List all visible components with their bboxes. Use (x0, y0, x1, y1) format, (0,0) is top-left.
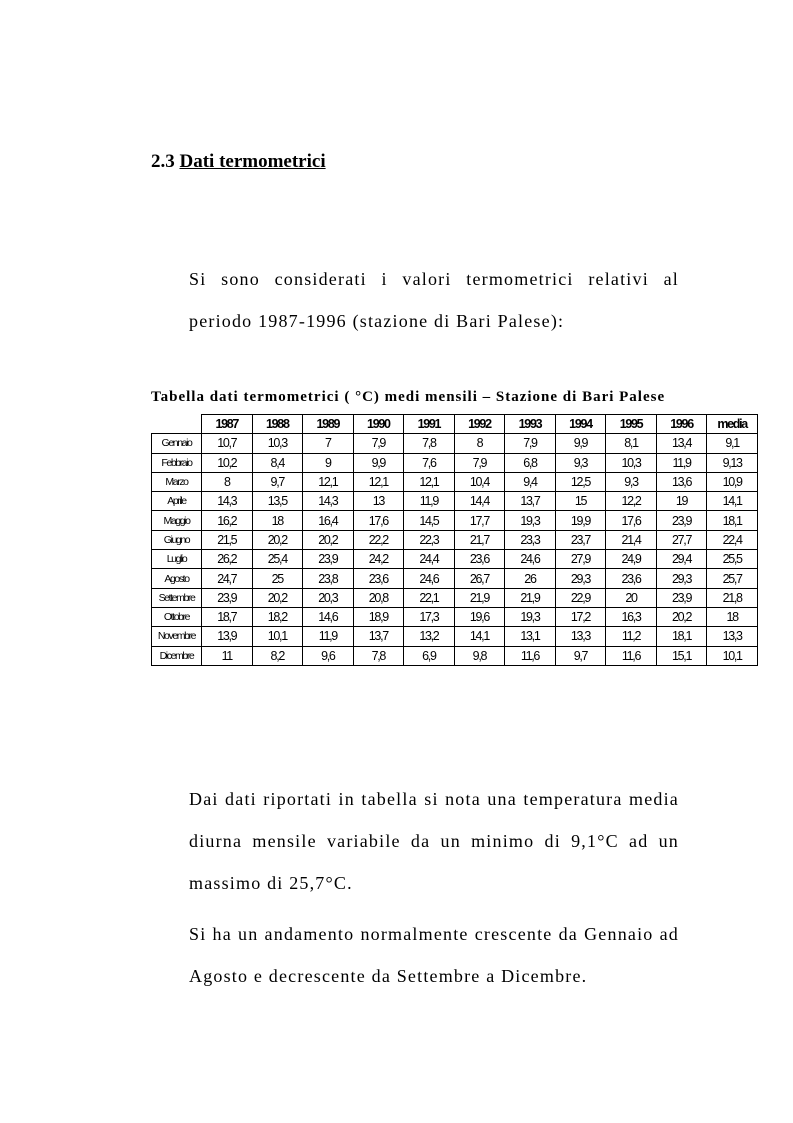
table-cell: 22,1 (404, 588, 455, 607)
row-header-month: Novembre (152, 627, 202, 646)
section-heading (151, 151, 326, 173)
table-cell: 24,9 (606, 550, 657, 569)
table-cell: 17,3 (404, 607, 455, 626)
table-cell: 14,6 (303, 607, 354, 626)
table-cell: 14,3 (303, 492, 354, 511)
table-cell: 23,6 (353, 569, 404, 588)
table-cell: 11 (202, 646, 253, 665)
table-cell: 10,9 (707, 472, 758, 491)
table-cell: 9,13 (707, 453, 758, 472)
table-cell: 19,9 (555, 511, 606, 530)
table-cell: 14,5 (404, 511, 455, 530)
row-header-month: Agosto (152, 569, 202, 588)
table-row (152, 607, 758, 626)
table-cell: 8,1 (606, 434, 657, 453)
section-title: Dati termometrici (179, 151, 326, 172)
table-cell: 9,3 (606, 472, 657, 491)
table-cell: 29,3 (555, 569, 606, 588)
table-row (152, 492, 758, 511)
table-cell: 18,2 (252, 607, 303, 626)
table-cell: 21,8 (707, 588, 758, 607)
table-cell: 17,6 (353, 511, 404, 530)
table-cell: 24,6 (505, 550, 556, 569)
table-row (152, 472, 758, 491)
table-row (152, 627, 758, 646)
table-cell: 25,5 (707, 550, 758, 569)
table-cell: 7 (303, 434, 354, 453)
table-cell: 23,9 (303, 550, 354, 569)
table-cell: 20,2 (303, 530, 354, 549)
row-header-month: Marzo (152, 472, 202, 491)
column-header: 1990 (353, 415, 404, 434)
table-cell: 18,1 (656, 627, 707, 646)
table-row (152, 453, 758, 472)
table-cell: 12,5 (555, 472, 606, 491)
table-cell: 18 (252, 511, 303, 530)
column-header: 1988 (252, 415, 303, 434)
table-cell: 23,3 (505, 530, 556, 549)
table-cell: 20,2 (656, 607, 707, 626)
table-cell: 16,4 (303, 511, 354, 530)
table-cell: 11,9 (303, 627, 354, 646)
table-cell: 16,2 (202, 511, 253, 530)
conclusion-paragraph: Dai dati riportati in tabella si nota una temperatura media diurna mensile variabile da un minimo di 9,1°C ad un massimo di 25,7°C. (189, 789, 679, 893)
table-cell: 9,7 (555, 646, 606, 665)
table-cell: 12,1 (303, 472, 354, 491)
table-cell: 21,9 (505, 588, 556, 607)
table-cell: 9,8 (454, 646, 505, 665)
table-cell: 6,9 (404, 646, 455, 665)
section-number: 2.3 (151, 151, 175, 172)
table-cell: 27,9 (555, 550, 606, 569)
table-row (152, 646, 758, 665)
table-header-row (152, 415, 758, 434)
table-cell: 8 (454, 434, 505, 453)
table-cell: 20,8 (353, 588, 404, 607)
table-cell: 14,1 (707, 492, 758, 511)
table-cell: 24,4 (404, 550, 455, 569)
column-header: 1996 (656, 415, 707, 434)
table-body (152, 434, 758, 666)
table-cell: 17,2 (555, 607, 606, 626)
table-cell: 6,8 (505, 453, 556, 472)
table-cell: 19,6 (454, 607, 505, 626)
table-cell: 7,9 (353, 434, 404, 453)
table-cell: 20,3 (303, 588, 354, 607)
table-cell: 9,7 (252, 472, 303, 491)
table-cell: 11,9 (656, 453, 707, 472)
table-cell: 23,6 (454, 550, 505, 569)
table-cell: 25,4 (252, 550, 303, 569)
table-cell: 13,7 (505, 492, 556, 511)
table-cell: 10,2 (202, 453, 253, 472)
row-header-month: Luglio (152, 550, 202, 569)
column-header: 1992 (454, 415, 505, 434)
table-cell: 21,4 (606, 530, 657, 549)
table-cell: 10,4 (454, 472, 505, 491)
table-cell: 9,6 (303, 646, 354, 665)
table-cell: 13,5 (252, 492, 303, 511)
table-cell: 17,7 (454, 511, 505, 530)
table-cell: 15 (555, 492, 606, 511)
row-header-month: Dicembre (152, 646, 202, 665)
table-cell: 15,1 (656, 646, 707, 665)
row-header-month: Giugno (152, 530, 202, 549)
table-corner-cell (152, 415, 202, 434)
table-cell: 9,4 (505, 472, 556, 491)
table-row (152, 588, 758, 607)
table-cell: 22,2 (353, 530, 404, 549)
table-cell: 22,9 (555, 588, 606, 607)
table-cell: 7,8 (404, 434, 455, 453)
table-cell: 13,7 (353, 627, 404, 646)
table-cell: 23,9 (202, 588, 253, 607)
table-cell: 19,3 (505, 607, 556, 626)
table-cell: 18,9 (353, 607, 404, 626)
table-row (152, 434, 758, 453)
table-cell: 10,3 (606, 453, 657, 472)
table-row (152, 530, 758, 549)
row-header-month: Ottobre (152, 607, 202, 626)
table-cell: 7,8 (353, 646, 404, 665)
table-caption: Tabella dati termometrici ( °C) medi mensili – Stazione di Bari Palese (151, 389, 666, 405)
table-cell: 14,3 (202, 492, 253, 511)
temperature-table (151, 414, 758, 666)
column-header: 1995 (606, 415, 657, 434)
table-cell: 14,1 (454, 627, 505, 646)
intro-paragraph: Si sono considerati i valori termometrici relativi al periodo 1987-1996 (stazione di Bari Palese): (189, 269, 679, 331)
table-cell: 27,7 (656, 530, 707, 549)
row-header-month: Aprile (152, 492, 202, 511)
table-cell: 7,9 (505, 434, 556, 453)
table-cell: 26,7 (454, 569, 505, 588)
table-cell: 23,6 (606, 569, 657, 588)
table-row (152, 569, 758, 588)
table-cell: 20,2 (252, 588, 303, 607)
table-cell: 13,4 (656, 434, 707, 453)
table-cell: 7,9 (454, 453, 505, 472)
table-cell: 21,7 (454, 530, 505, 549)
row-header-month: Gennaio (152, 434, 202, 453)
table-cell: 20 (606, 588, 657, 607)
table-cell: 22,4 (707, 530, 758, 549)
table-cell: 9,3 (555, 453, 606, 472)
trend-paragraph: Si ha un andamento normalmente crescente da Gennaio ad Agosto e decrescente da Settembre a Dicembre. (189, 924, 679, 986)
table-cell: 11,6 (606, 646, 657, 665)
table-cell: 29,3 (656, 569, 707, 588)
table-cell: 19,3 (505, 511, 556, 530)
table-cell: 25 (252, 569, 303, 588)
table-cell: 23,7 (555, 530, 606, 549)
table-cell: 26,2 (202, 550, 253, 569)
column-header: media (707, 415, 758, 434)
table-cell: 11,2 (606, 627, 657, 646)
table-cell: 23,8 (303, 569, 354, 588)
table-cell: 13 (353, 492, 404, 511)
table-cell: 23,9 (656, 588, 707, 607)
table-cell: 22,3 (404, 530, 455, 549)
table-cell: 21,5 (202, 530, 253, 549)
column-header: 1994 (555, 415, 606, 434)
column-header: 1991 (404, 415, 455, 434)
table-cell: 9,1 (707, 434, 758, 453)
column-header: 1993 (505, 415, 556, 434)
table-cell: 10,7 (202, 434, 253, 453)
table-cell: 12,2 (606, 492, 657, 511)
column-header: 1987 (202, 415, 253, 434)
table-cell: 10,1 (707, 646, 758, 665)
table-cell: 20,2 (252, 530, 303, 549)
table-cell: 18,1 (707, 511, 758, 530)
table-cell: 14,4 (454, 492, 505, 511)
row-header-month: Maggio (152, 511, 202, 530)
table-cell: 11,9 (404, 492, 455, 511)
table-cell: 29,4 (656, 550, 707, 569)
table-cell: 12,1 (353, 472, 404, 491)
table-cell: 10,1 (252, 627, 303, 646)
table-row (152, 550, 758, 569)
table-cell: 26 (505, 569, 556, 588)
table-cell: 13,9 (202, 627, 253, 646)
row-header-month: Febbraio (152, 453, 202, 472)
table-cell: 13,1 (505, 627, 556, 646)
table-cell: 9,9 (353, 453, 404, 472)
table-cell: 9 (303, 453, 354, 472)
table-cell: 12,1 (404, 472, 455, 491)
table-cell: 7,6 (404, 453, 455, 472)
table-cell: 13,6 (656, 472, 707, 491)
table-cell: 18,7 (202, 607, 253, 626)
table-cell: 10,3 (252, 434, 303, 453)
table-cell: 25,7 (707, 569, 758, 588)
table-cell: 13,2 (404, 627, 455, 646)
table-cell: 24,2 (353, 550, 404, 569)
table-cell: 13,3 (707, 627, 758, 646)
table-cell: 8,2 (252, 646, 303, 665)
table-cell: 21,9 (454, 588, 505, 607)
table-cell: 9,9 (555, 434, 606, 453)
table-cell: 23,9 (656, 511, 707, 530)
table-cell: 16,3 (606, 607, 657, 626)
table-cell: 8 (202, 472, 253, 491)
table-cell: 18 (707, 607, 758, 626)
table-cell: 24,6 (404, 569, 455, 588)
row-header-month: Settembre (152, 588, 202, 607)
table-cell: 11,6 (505, 646, 556, 665)
table-row (152, 511, 758, 530)
table-cell: 24,7 (202, 569, 253, 588)
table-cell: 13,3 (555, 627, 606, 646)
table-cell: 19 (656, 492, 707, 511)
table-cell: 17,6 (606, 511, 657, 530)
column-header: 1989 (303, 415, 354, 434)
table-cell: 8,4 (252, 453, 303, 472)
